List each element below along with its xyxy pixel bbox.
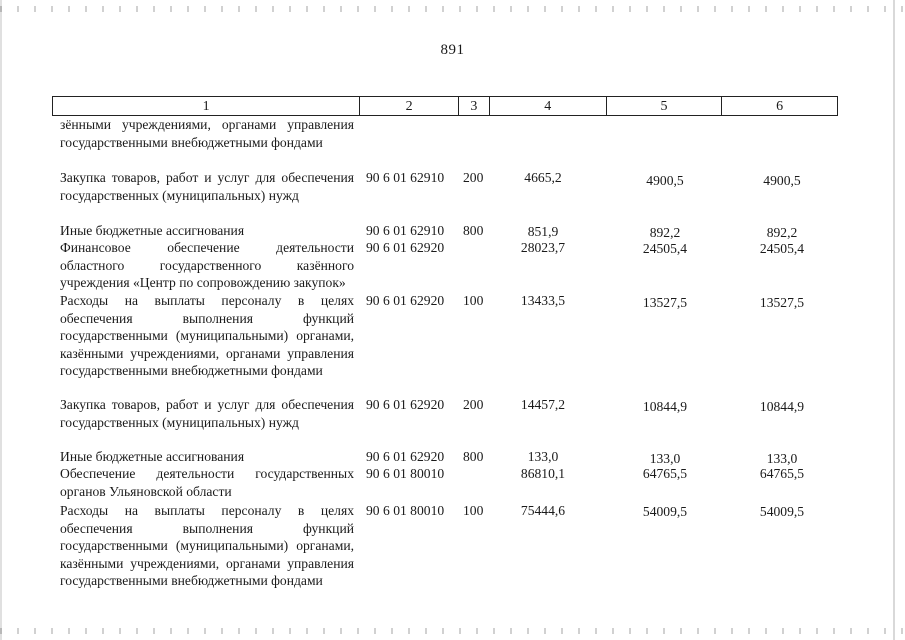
row-value-col4: 75444,6 [520, 503, 566, 518]
row-group: 100 [463, 293, 484, 308]
row-value-col5: 64765,5 [642, 466, 688, 481]
row-value-col6: 24505,4 [759, 241, 805, 256]
row-description: Иные бюджетные ассигнования [60, 449, 245, 464]
row-group: 100 [463, 503, 484, 518]
row-code: 90 6 01 62910 [366, 223, 445, 238]
row-value-col5: 54009,5 [642, 504, 688, 519]
table-header-row [52, 96, 838, 116]
row-value-col6: 54009,5 [759, 504, 805, 519]
row-value-col4: 28023,7 [520, 240, 566, 255]
row-value-col6: 64765,5 [759, 466, 805, 481]
row-value-col6: 10844,9 [759, 399, 805, 414]
row-value-col4: 13433,5 [520, 293, 566, 308]
header-col-5: 5 [607, 97, 723, 115]
row-value-col4: 86810,1 [520, 466, 566, 481]
header-col-2: 2 [360, 97, 459, 115]
row-code: 90 6 01 62920 [366, 397, 445, 412]
header-col-1: 1 [53, 97, 360, 115]
row-value-col5: 24505,4 [642, 241, 688, 256]
scan-edge-top [0, 6, 905, 12]
row-value-col4: 133,0 [527, 449, 559, 464]
row-value-col5: 133,0 [649, 451, 681, 466]
row-description: Финансовое обеспечение деятельности областного государственного казённого учреждения «Центр по сопровождению закупок» [60, 240, 354, 291]
row-value-col6: 13527,5 [759, 295, 805, 310]
row-code: 90 6 01 80010 [366, 466, 445, 481]
header-col-6: 6 [776, 99, 784, 114]
row-description: зёнными учреждениями, органами управления государственными внебюджетными фондами [60, 117, 354, 150]
row-value-col5: 13527,5 [642, 295, 688, 310]
row-description: Обеспечение деятельности государственных органов Ульяновской области [60, 466, 354, 499]
scan-edge-right [893, 0, 895, 640]
row-group: 800 [463, 223, 484, 238]
row-description: Закупка товаров, работ и услуг для обеспечения государственных (муниципальных) нужд [60, 397, 354, 430]
row-code: 90 6 01 62920 [366, 449, 445, 464]
row-value-col6: 892,2 [766, 225, 798, 240]
row-code: 90 6 01 62920 [366, 293, 445, 308]
row-value-col5: 892,2 [649, 225, 681, 240]
row-group: 800 [463, 449, 484, 464]
scan-edge-left [0, 0, 2, 640]
header-col-3: 3 [459, 97, 490, 115]
row-group: 200 [463, 397, 484, 412]
header-col-4: 4 [490, 97, 607, 115]
row-value-col5: 4900,5 [646, 173, 684, 188]
page-number: 891 [440, 42, 465, 58]
row-value-col4: 4665,2 [524, 170, 562, 185]
row-description: Расходы на выплаты персоналу в целях обеспечения выполнения функций государственными (муниципальными) органами, казёнными учреждениями, органами управления государственными внебюджетными фондами [60, 503, 354, 589]
row-code: 90 6 01 80010 [366, 503, 445, 518]
row-code: 90 6 01 62910 [366, 170, 445, 185]
row-description: Закупка товаров, работ и услуг для обеспечения государственных (муниципальных) нужд [60, 170, 354, 203]
row-code: 90 6 01 62920 [366, 240, 445, 255]
row-value-col4: 851,9 [527, 224, 559, 239]
row-value-col6: 4900,5 [763, 173, 801, 188]
row-description: Иные бюджетные ассигнования [60, 223, 245, 238]
row-value-col5: 10844,9 [642, 399, 688, 414]
row-description: Расходы на выплаты персоналу в целях обеспечения выполнения функций государственными (муниципальными) органами, казёнными учреждениями, органами управления государственными внебюджетными фондами [60, 293, 354, 379]
row-group: 200 [463, 170, 484, 185]
scan-edge-bottom [0, 628, 905, 634]
row-value-col6: 133,0 [766, 451, 798, 466]
row-value-col4: 14457,2 [520, 397, 566, 412]
